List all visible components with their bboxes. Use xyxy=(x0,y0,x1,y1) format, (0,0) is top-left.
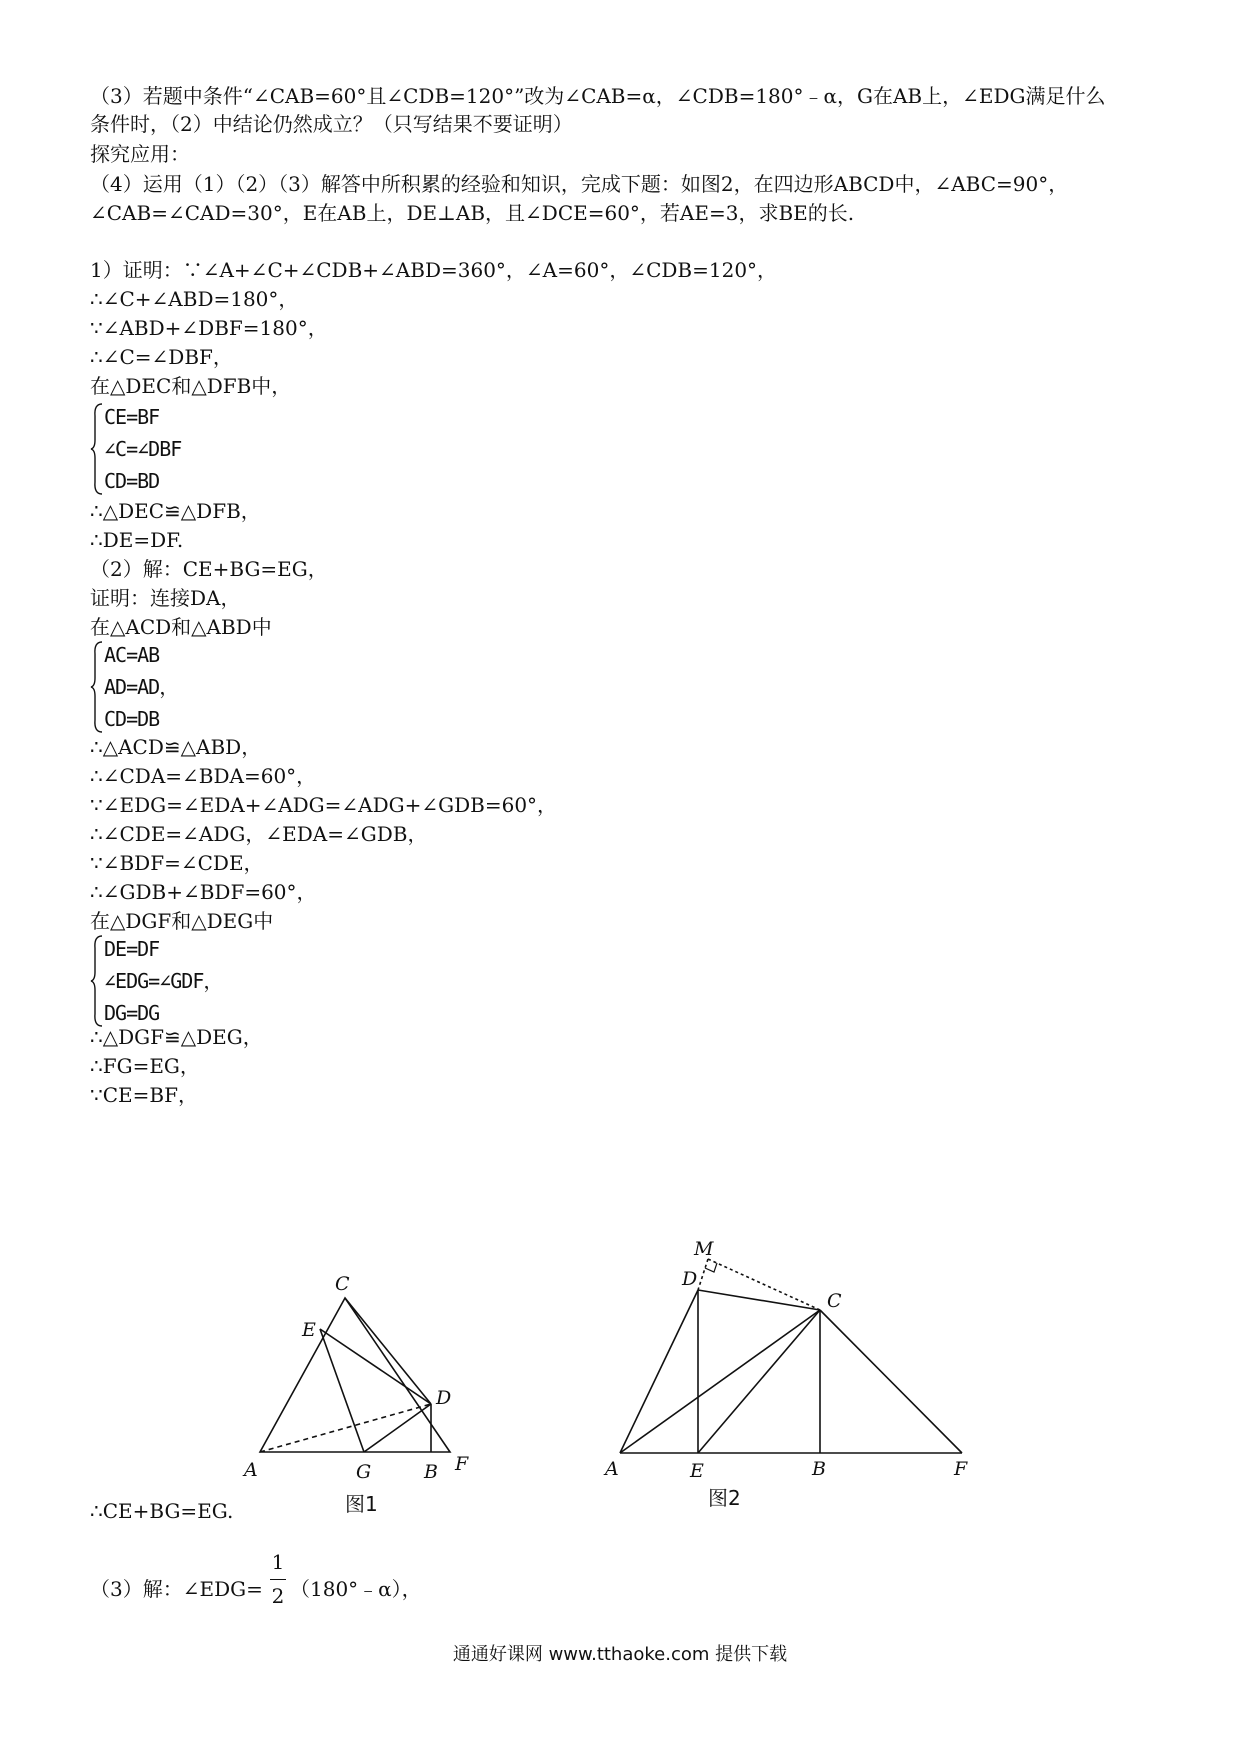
solution-line: 在△ACD和△ABD中 xyxy=(90,615,272,639)
figure-2-caption: 图2 xyxy=(708,1486,741,1510)
equation-row: CD=BD xyxy=(104,469,160,493)
point-label: M xyxy=(694,1238,714,1260)
segment-EG xyxy=(320,1329,364,1452)
point-label: B xyxy=(424,1461,438,1483)
solution-line: ∴△DEC≌△DFB， xyxy=(90,499,261,523)
solution-line: ∵∠ABD+∠DBF=180°， xyxy=(90,316,328,340)
segment-ED xyxy=(320,1329,431,1404)
equation-row: ∠C=∠DBF xyxy=(104,437,182,461)
part3-answer-suffix: （180°﹣α）， xyxy=(290,1577,422,1601)
solution-line: 1）证明：∵∠A+∠C+∠CDB+∠ABD=360°，∠A=60°，∠CDB=120°， xyxy=(90,258,778,282)
equation-system-1 xyxy=(90,402,350,496)
equation-row: CE=BF xyxy=(104,405,160,429)
solution-line: （2）解：CE+BG=EG， xyxy=(90,557,328,581)
solution-line: ∴∠CDE=∠ADG，∠EDA=∠GDB， xyxy=(90,822,428,846)
page-footer: 通通好课网 www.tthaoke.com 提供下载 xyxy=(452,1644,788,1665)
point-label: B xyxy=(812,1458,826,1480)
point-label: C xyxy=(827,1290,842,1312)
equation-row: DE=DF xyxy=(104,937,160,961)
segment-GD xyxy=(364,1404,431,1452)
solution-line: ∴△ACD≌△ABD， xyxy=(90,735,262,759)
point-label: F xyxy=(455,1453,469,1475)
equation-row: AC=AB xyxy=(104,643,160,667)
solution-line: ∴CE+BG=EG. xyxy=(90,1499,234,1523)
figure-2 xyxy=(600,1235,990,1480)
equation-row: AD=AD， xyxy=(104,675,179,699)
solution-line: ∴∠GDB+∠BDF=60°， xyxy=(90,880,317,904)
part4-question-line2: ∠CAB=∠CAD=30°，E在AB上，DE⊥AB，且∠DCE=60°，若AE=3，求BE的长. xyxy=(90,201,855,225)
solution-line: 在△DGF和△DEG中 xyxy=(90,909,274,933)
solution-line: ∵∠BDF=∠CDE， xyxy=(90,851,264,875)
point-label: D xyxy=(436,1387,452,1409)
left-brace-icon xyxy=(90,934,104,1028)
segment-DC xyxy=(698,1290,820,1310)
equation-row: DG=DG xyxy=(104,1001,160,1025)
part3-question-line1: （3）若题中条件“∠CAB=60°且∠CDB=120°”改为∠CAB=α，∠CDB=180°﹣α，G在AB上，∠EDG满足什么 xyxy=(90,84,1106,108)
explore-title: 探究应用： xyxy=(90,142,190,166)
point-label: G xyxy=(356,1461,372,1483)
part3-question-line2: 条件时，（2）中结论仍然成立？（只写结果不要证明） xyxy=(90,112,573,136)
segment-CF xyxy=(820,1310,962,1453)
segment-AD-dashed xyxy=(260,1404,431,1452)
equation-row: CD=DB xyxy=(104,707,160,731)
equation-row: ∠EDG=∠GDF， xyxy=(104,969,223,993)
part4-question-line1: （4）运用（1）（2）（3）解答中所积累的经验和知识，完成下题：如图2，在四边形ABCD中，∠ABC=90°， xyxy=(90,172,1069,196)
point-label: D xyxy=(682,1268,698,1290)
segment-EC xyxy=(698,1310,820,1453)
left-brace-icon xyxy=(90,402,104,496)
segment-CD xyxy=(345,1298,431,1404)
point-label: A xyxy=(244,1459,258,1481)
solution-line: ∴∠C+∠ABD=180°， xyxy=(90,287,299,311)
figure-1 xyxy=(240,1260,510,1490)
solution-line: 证明：连接DA， xyxy=(90,586,241,610)
figure-1-caption: 图1 xyxy=(345,1492,378,1516)
point-label: A xyxy=(605,1458,619,1480)
solution-line: ∴DE=DF. xyxy=(90,528,184,552)
part3-answer-prefix: （3）解：∠EDG= xyxy=(90,1577,263,1601)
point-label: F xyxy=(954,1458,968,1480)
solution-line: ∵CE=BF， xyxy=(90,1083,198,1107)
right-angle-mark xyxy=(705,1263,717,1272)
segment-AD xyxy=(620,1290,698,1453)
fraction-denominator: 2 xyxy=(271,1584,285,1608)
point-label: E xyxy=(690,1460,704,1480)
fraction-numerator: 1 xyxy=(271,1550,285,1574)
left-brace-icon xyxy=(90,640,104,734)
point-label: C xyxy=(335,1273,350,1295)
solution-line: ∴△DGF≌△DEG， xyxy=(90,1025,263,1049)
solution-line: ∴∠CDA=∠BDA=60°， xyxy=(90,764,317,788)
solution-line: 在△DEC和△DFB中， xyxy=(90,374,292,398)
fraction-bar xyxy=(270,1579,286,1580)
equation-system-3 xyxy=(90,934,350,1028)
point-label: E xyxy=(302,1319,316,1341)
segment-MC-dotted xyxy=(708,1259,820,1310)
solution-line: ∴∠C=∠DBF， xyxy=(90,345,233,369)
equation-system-2 xyxy=(90,640,350,734)
solution-line: ∴FG=EG， xyxy=(90,1054,200,1078)
segment-MD-dotted xyxy=(698,1259,708,1290)
solution-line: ∵∠EDG=∠EDA+∠ADG=∠ADG+∠GDB=60°， xyxy=(90,793,558,817)
segment-AC xyxy=(620,1310,820,1453)
